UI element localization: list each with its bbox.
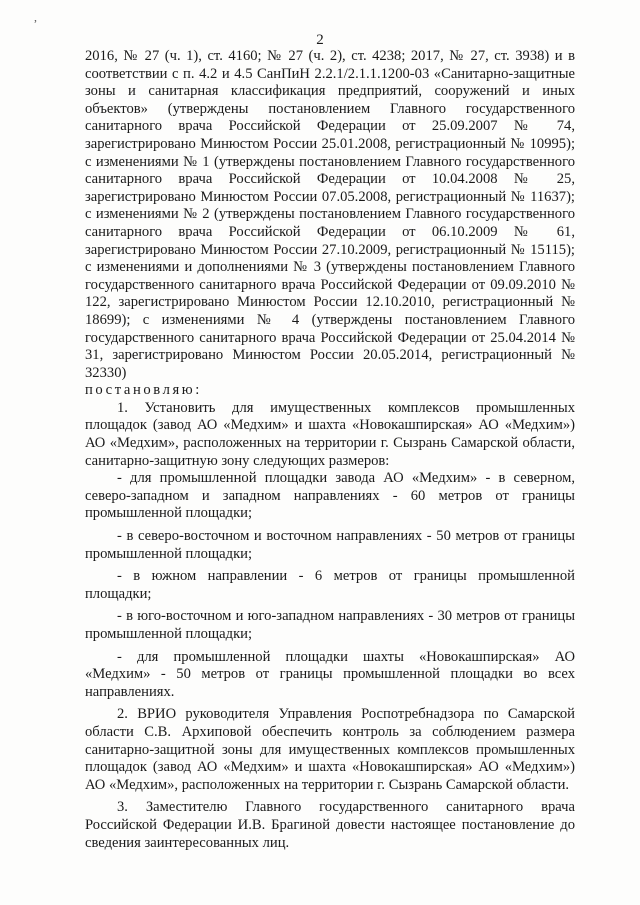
item-2-paragraph: 2. ВРИО руководителя Управления Роспотребнадзора по Самарской области С.В. Архиповой обеспечить контроль за соблюдением размера санитарно-защитной зоны для имущественных комплексов промышленных площадок (завод АО «Медхим» и шахта «Новокашпирская» АО «Медхим») АО «Медхим», расположенных на территории г. Сызрань Самарской области. xyxy=(85,706,575,793)
item-1-dash-1: - для промышленной площадки завода АО «Медхим» - в северном, северо-западном и западном направлениях - 60 метров от границы промышленной площадки; xyxy=(85,470,575,522)
item-1-intro: 1. Установить для имущественных комплексов промышленных площадок (завод АО «Медхим» и шахта «Новокашпирская» АО «Медхим») АО «Медхим», расположенных на территории г. Сызрань Самарской области, санитарно-защитную зону следующих размеров: xyxy=(85,399,575,469)
item-1-dash-5: - для промышленной площадки шахты «Новокашпирская» АО «Медхим» - 50 метров от границы промышленной площадки во всех направлениях. xyxy=(85,648,575,700)
scan-mark: , xyxy=(34,10,37,24)
decree-word: постановляю: xyxy=(85,382,202,399)
item-1-dash-2: - в северо-восточном и восточном направлениях - 50 метров от границы промышленной площадки; xyxy=(85,528,575,562)
page-number: 2 xyxy=(316,32,324,48)
document-body xyxy=(85,48,575,852)
item-1-dash-3: - в южном направлении - 6 метров от границы промышленной площадки; xyxy=(85,568,575,602)
preamble-paragraph: 2016, № 27 (ч. 1), ст. 4160; № 27 (ч. 2), ст. 4238; 2017, № 27, ст. 3938) и в соответствии с п. 4.2 и 4.5 СанПиН 2.2.1/2.1.1.1200-03 «Санитарно-защитные зоны и санитарная классификация предприятий, сооружений и иных объектов» (утверждены постановлением Главного государственного санитарного врача Российской Федерации от 25.09.2007 № 74, зарегистрировано Минюстом России 25.01.2008, регистрационный № 10995); с изменениями № 1 (утверждены постановлением Главного государственного санитарного врача Российской Федерации от 10.04.2008 № 25, зарегистрировано Минюстом России 07.05.2008, регистрационный № 11637); с изменениями № 2 (утверждены постановлением Главного государственного санитарного врача Российской Федерации от 06.10.2009 № 61, зарегистрировано Минюстом России 27.10.2009, регистрационный № 15115); с изменениями и дополнениями № 3 (утверждены постановлением Главного государственного санитарного врача Российской Федерации от 09.09.2010 № 122, зарегистрировано Минюстом России 12.10.2010, регистрационный № 18699); с изменениями № 4 (утверждены постановлением Главного государственного санитарного врача Российской Федерации от 25.04.2014 № 31, зарегистрировано Минюстом России 20.05.2014, регистрационный № 32330) xyxy=(85,48,575,381)
item-1-dash-4: - в юго-восточном и юго-западном направлениях - 30 метров от границы промышленной площадки; xyxy=(85,608,575,642)
item-3-paragraph: 3. Заместителю Главного государственного санитарного врача Российской Федерации И.В. Брагиной довести настоящее постановление до сведения заинтересованных лиц. xyxy=(85,799,575,851)
